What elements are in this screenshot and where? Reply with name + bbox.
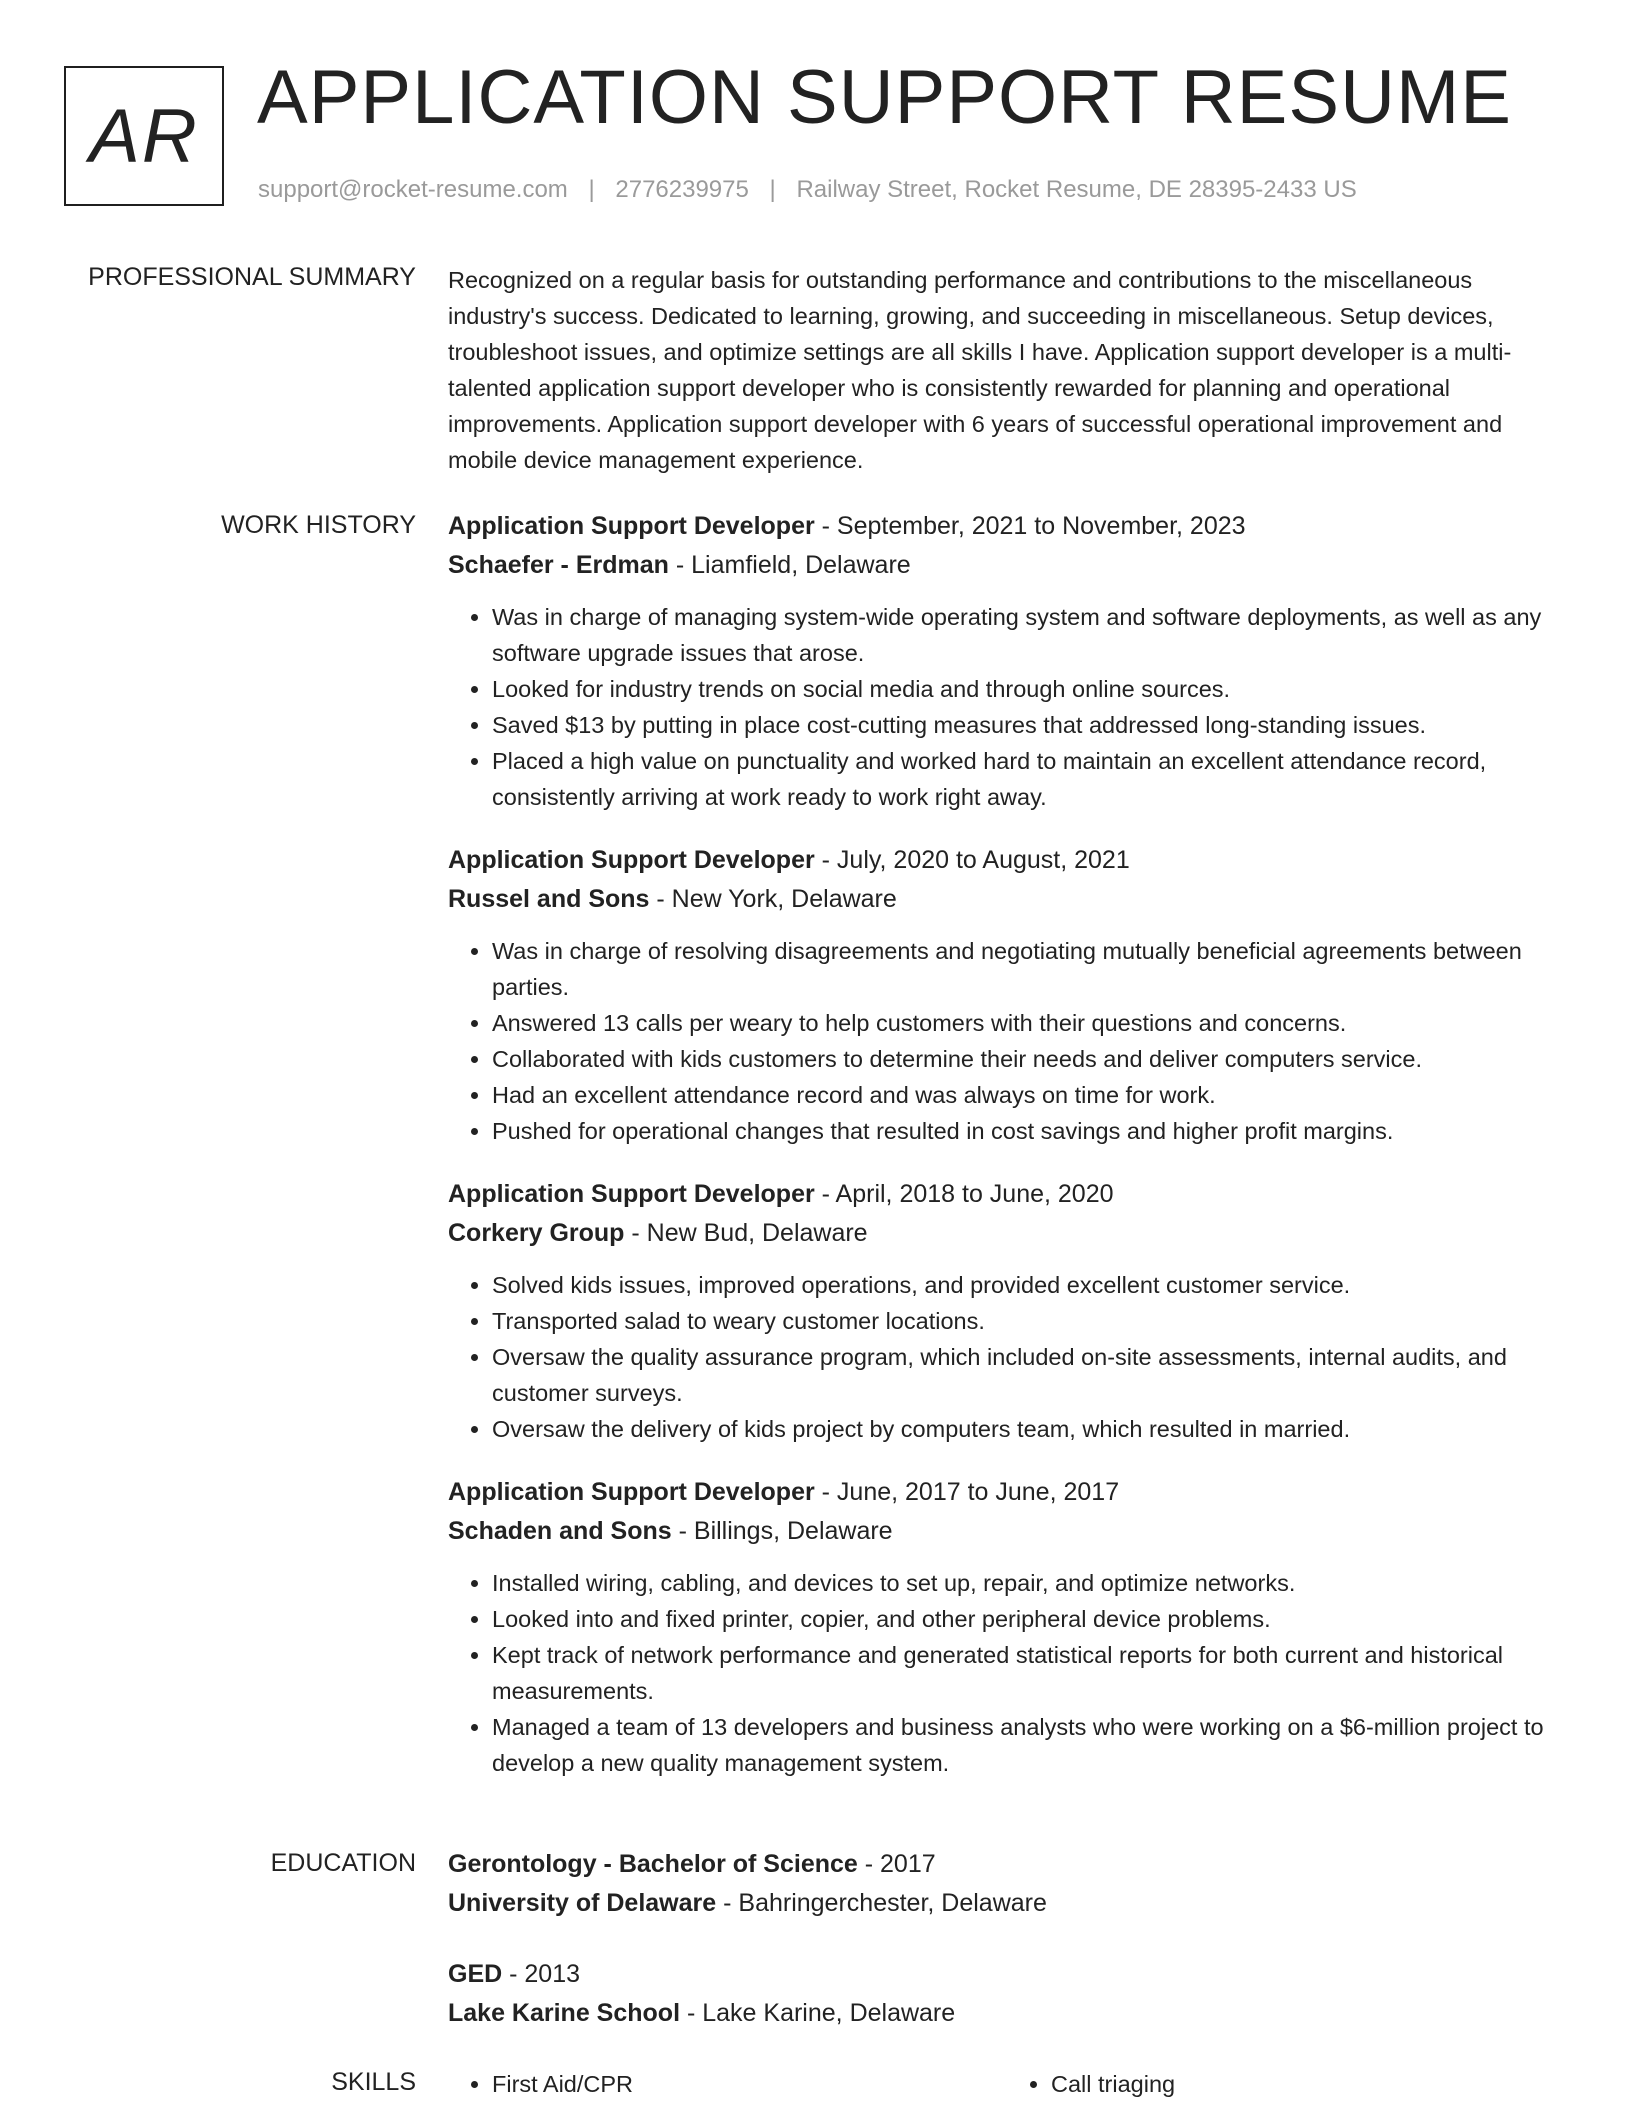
school-location: - Bahringerchester, Delaware bbox=[716, 1889, 1047, 1917]
contact-line bbox=[258, 176, 1357, 204]
job-dates: - June, 2017 to June, 2017 bbox=[814, 1478, 1120, 1506]
summary-text: Recognized on a regular basis for outstanding performance and contributions to the miscellaneous industry's success. Dedicated to learning, growing, and succeeding in miscellaneous. Setup devices, troubleshoot issues, and optimize settings are all skills I have. Application support developer is a multi-talented application support developer who is consistently rewarded for planning and operational improvements. Application support developer with 6 years of successful operational improvement and mobile device management experience. bbox=[448, 267, 1512, 473]
school: University of Delaware bbox=[448, 1889, 717, 1917]
list-item: • Saved $13 by putting in place cost-cutting measures that addressed long-standing issues. bbox=[492, 707, 1566, 743]
monogram-logo: AR bbox=[64, 66, 224, 206]
list-item: • Oversaw the quality assurance program, which included on-site assessments, internal audits, and customer surveys. bbox=[492, 1339, 1566, 1411]
job-company: Corkery Group bbox=[448, 1219, 625, 1247]
degree-year: - 2017 bbox=[857, 1850, 936, 1878]
list-item: • Installed wiring, cabling, and devices to set up, repair, and optimize networks. bbox=[492, 1565, 1566, 1601]
list-item: • Was in charge of resolving disagreements and negotiating mutually beneficial agreements between parties. bbox=[492, 933, 1566, 1005]
education-list bbox=[448, 1845, 1566, 2065]
summary-body bbox=[448, 262, 1566, 478]
list-item: • Looked for industry trends on social media and through online sources. bbox=[492, 671, 1566, 707]
job-title: Application Support Developer bbox=[448, 1478, 815, 1506]
job-title-line bbox=[448, 507, 1566, 546]
skills-heading: SKILLS bbox=[331, 2068, 416, 2096]
contact-separator: | bbox=[769, 176, 776, 203]
job-company: Schaden and Sons bbox=[448, 1517, 672, 1545]
list-item: • Pushed for operational changes that resulted in cost savings and higher profit margins. bbox=[492, 1113, 1566, 1149]
job-title: Application Support Developer bbox=[448, 1180, 815, 1208]
list-item: • Solved kids issues, improved operations, and provided excellent customer service. bbox=[492, 1267, 1566, 1303]
education-heading: EDUCATION bbox=[270, 1849, 416, 1877]
degree-line bbox=[448, 1845, 1566, 1884]
degree: Gerontology - Bachelor of Science bbox=[448, 1850, 858, 1878]
job-entry bbox=[448, 1175, 1566, 1447]
school-location: - Lake Karine, Delaware bbox=[680, 1999, 956, 2027]
job-bullets bbox=[448, 599, 1566, 815]
job-bullets bbox=[448, 1267, 1566, 1447]
job-company: Russel and Sons bbox=[448, 885, 650, 913]
work-history-heading: WORK HISTORY bbox=[221, 511, 416, 539]
list-item: • Answered 13 calls per weary to help customers with their questions and concerns. bbox=[492, 1005, 1566, 1041]
list-item: • Looked into and fixed printer, copier, and other peripheral device problems. bbox=[492, 1601, 1566, 1637]
skills-left-column bbox=[448, 2066, 1007, 2102]
job-company-line bbox=[448, 1512, 1566, 1551]
school: Lake Karine School bbox=[448, 1999, 681, 2027]
degree-line bbox=[448, 1955, 1566, 1994]
job-location: - Liamfield, Delaware bbox=[668, 551, 911, 579]
school-line bbox=[448, 1994, 1566, 2033]
list-item: • Kept track of network performance and generated statistical reports for both current and historical measurements. bbox=[492, 1637, 1566, 1709]
skill-item: • Call triaging bbox=[1051, 2066, 1566, 2102]
list-item: • Placed a high value on punctuality and worked hard to maintain an excellent attendance record, consistently arriving at work ready to work right away. bbox=[492, 743, 1566, 815]
job-entry bbox=[448, 841, 1566, 1149]
job-dates: - September, 2021 to November, 2023 bbox=[814, 512, 1246, 540]
job-bullets bbox=[448, 933, 1566, 1149]
job-dates: - July, 2020 to August, 2021 bbox=[814, 846, 1130, 874]
job-company-line bbox=[448, 546, 1566, 585]
list-item: • Collaborated with kids customers to determine their needs and deliver computers service. bbox=[492, 1041, 1566, 1077]
job-title-line bbox=[448, 841, 1566, 880]
job-dates: - April, 2018 to June, 2020 bbox=[814, 1180, 1114, 1208]
job-location: - Billings, Delaware bbox=[671, 1517, 893, 1545]
skills-right-column bbox=[1007, 2066, 1566, 2102]
contact-separator: | bbox=[588, 176, 595, 203]
skills-body bbox=[448, 2066, 1566, 2102]
job-entry bbox=[448, 1473, 1566, 1781]
job-title: Application Support Developer bbox=[448, 846, 815, 874]
list-item: • Was in charge of managing system-wide operating system and software deployments, as well as any software upgrade issues that arose. bbox=[492, 599, 1566, 671]
job-entry bbox=[448, 507, 1566, 815]
list-item: • Had an excellent attendance record and was always on time for work. bbox=[492, 1077, 1566, 1113]
job-title-line bbox=[448, 1473, 1566, 1512]
list-item: • Oversaw the delivery of kids project by computers team, which resulted in married. bbox=[492, 1411, 1566, 1447]
job-bullets bbox=[448, 1565, 1566, 1781]
contact-email[interactable]: support@rocket-resume.com bbox=[258, 176, 568, 203]
list-item: • Managed a team of 13 developers and business analysts who were working on a $6-million project to develop a new quality management system. bbox=[492, 1709, 1566, 1781]
skill-item: • First Aid/CPR bbox=[492, 2066, 1007, 2102]
job-location: - New York, Delaware bbox=[649, 885, 897, 913]
job-title: Application Support Developer bbox=[448, 512, 815, 540]
job-company-line bbox=[448, 880, 1566, 919]
job-title-line bbox=[448, 1175, 1566, 1214]
skills-columns bbox=[448, 2066, 1566, 2102]
job-location: - New Bud, Delaware bbox=[624, 1219, 868, 1247]
contact-phone[interactable]: 2776239975 bbox=[615, 176, 749, 203]
job-company-line bbox=[448, 1214, 1566, 1253]
contact-address: Railway Street, Rocket Resume, DE 28395-2433 US bbox=[796, 176, 1357, 203]
education-entry bbox=[448, 1845, 1566, 1923]
list-item: • Transported salad to weary customer locations. bbox=[492, 1303, 1566, 1339]
summary-heading: PROFESSIONAL SUMMARY bbox=[88, 263, 416, 291]
school-line bbox=[448, 1884, 1566, 1923]
degree: GED bbox=[448, 1960, 503, 1988]
job-company: Schaefer - Erdman bbox=[448, 551, 669, 579]
resume-title: APPLICATION SUPPORT RESUME bbox=[257, 55, 1512, 140]
degree-year: - 2013 bbox=[502, 1960, 581, 1988]
jobs-list bbox=[448, 507, 1566, 1807]
education-entry bbox=[448, 1955, 1566, 2033]
